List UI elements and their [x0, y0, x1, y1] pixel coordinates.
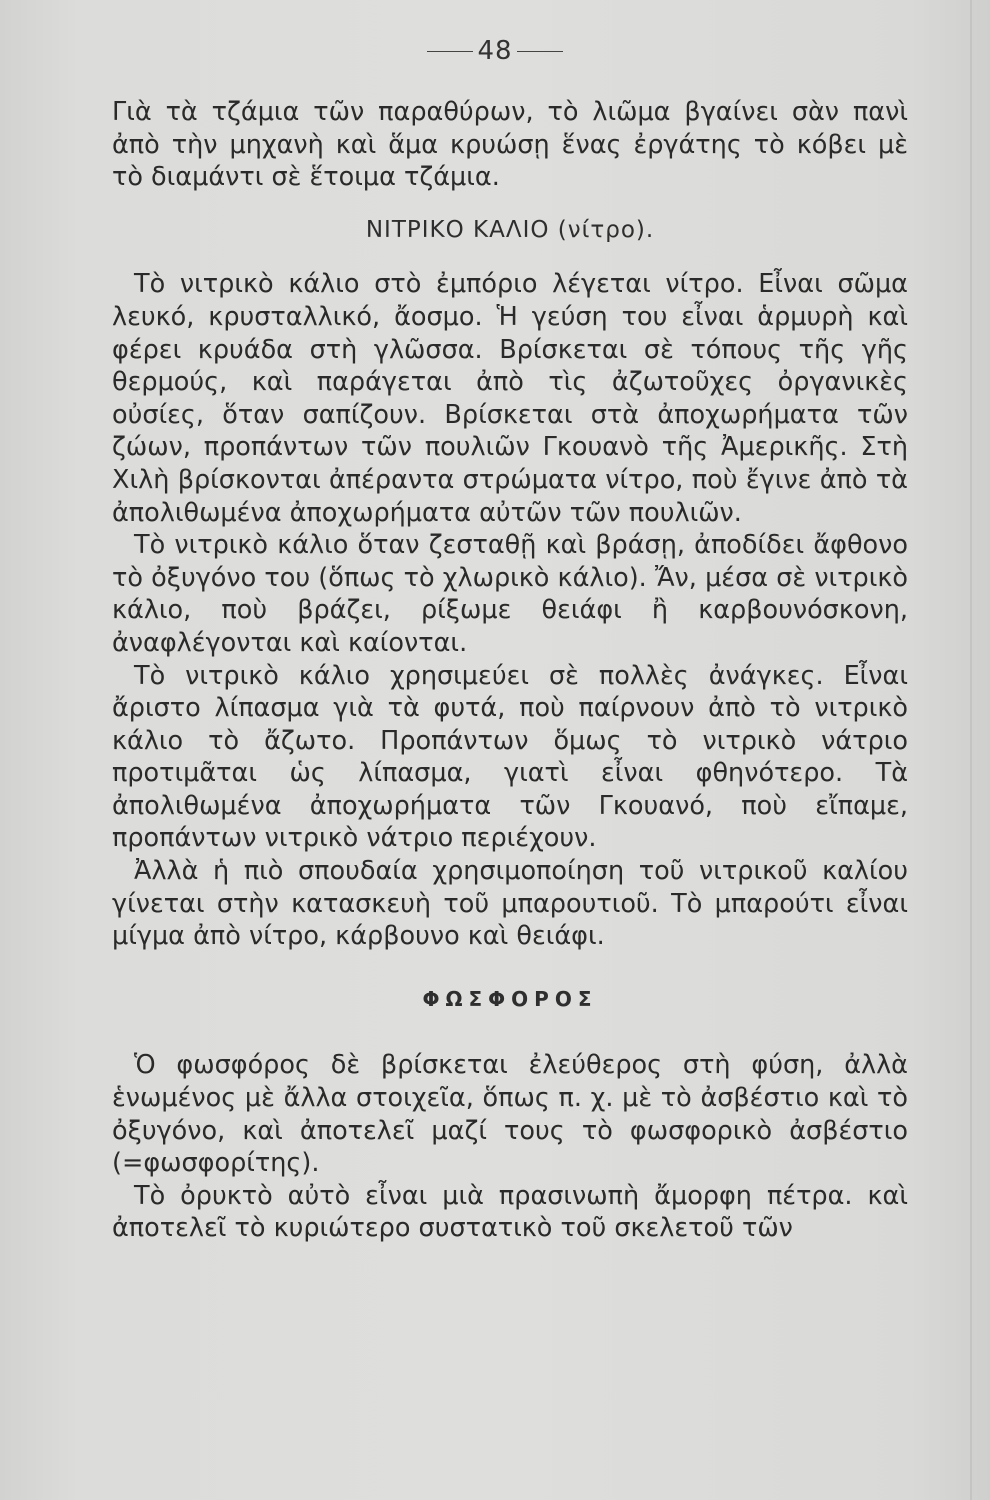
nitriko-paragraph-1: Τὸ νιτρικὸ κάλιο στὸ ἐμπόριο λέγεται νίτρο. Εἶναι σῶμα λευκό, κρυσταλλικό, ἄοσμο. Ἡ γεύση του εἶναι ἁρμυρὴ καὶ φέρει κρυάδα στὴ γλῶσσα. Βρίσκεται σὲ τόπους τῆς γῆς θερμούς, καὶ παράγεται ἀπὸ τὶς ἀζωτοῦχες ὀργανικὲς οὐσίες, ὅταν σαπίζουν. Βρίσκεται στὰ ἀποχωρήματα τῶν ζώων, προπάντων τῶν πουλιῶν Γκουανὸ τῆς Ἀμερικῆς. Στὴ Χιλὴ βρίσκονται ἀπέραντα στρώματα νίτρο, ποὺ ἔγινε ἀπὸ τὰ ἀπολιθωμένα ἀποχωρήματα αὐτῶν τῶν πουλιῶν. — [112, 269, 908, 528]
nitriko-paragraph-3: Τὸ νιτρικὸ κάλιο χρησιμεύει σὲ πολλὲς ἀνάγκες. Εἶναι ἄριστο λίπασμα γιὰ τὰ φυτά, ποὺ παίρνουν ἀπὸ τὸ νιτρικὸ κάλιο τὸ ἄζωτο. Προπάντων ὅμως τὸ νιτρικὸ νάτριο προτιμᾶται ὡς λίπασμα, γιατὶ εἶναι φθηνότερο. Τὰ ἀπολιθωμένα ἀποχωρήματα τῶν Γκουανό, ποὺ εἴπαμε, προπάντων νιτρικὸ νάτριο περιέχουν. — [112, 660, 908, 854]
fosforos-paragraph-1: Ὁ φωσφόρος δὲ βρίσκεται ἐλεύθερος στὴ φύση, ἀλλὰ ἑνωμένος μὲ ἄλλα στοιχεῖα, ὅπως π. χ. μὲ τὸ ἀσβέστιο καὶ τὸ ὀξυγόνο, καὶ ἀποτελεῖ μαζί τους τὸ φωσφορικὸ ἀσβέστιο (=φωσφορίτης). — [112, 1050, 908, 1179]
section-heading-nitriko-kalio: ΝΙΤΡΙΚΟ ΚΑΛΙΟ (νίτρο). — [365, 216, 655, 243]
nitriko-paragraph-4: Ἀλλὰ ἡ πιὸ σπουδαία χρησιμοποίηση τοῦ νιτρικοῦ καλίου γίνεται στὴν κατασκευὴ τοῦ μπαρουτιοῦ. Τὸ μπαρούτι εἶναι μίγμα ἀπὸ νίτρο, κάρβουνο καὶ θειάφι. — [112, 856, 908, 952]
page-number — [0, 36, 990, 66]
nitriko-paragraph-2: Τὸ νιτρικὸ κάλιο ὅταν ζεσταθῇ καὶ βράσῃ, ἀποδίδει ἄφθονο τὸ ὀξυγόνο του (ὅπως τὸ χλωρικὸ κάλιο). Ἄν, μέσα σὲ νιτρικὸ κάλιο, ποὺ βράζει, ρίξωμε θειάφι ἢ καρβουνόσκονη, ἀναφλέγονται καὶ καίονται. — [112, 530, 908, 658]
fosforos-paragraph-2: Τὸ ὀρυκτὸ αὐτὸ εἶναι μιὰ πρασινωπὴ ἄμορφη πέτρα. καὶ ἀποτελεῖ τὸ κυριώτερο συστατικὸ τοῦ σκελετοῦ τῶν — [112, 1180, 908, 1244]
page-number-value: 48 — [477, 36, 513, 66]
page-number-dash-left — [427, 51, 473, 52]
page-edge-shadow — [970, 0, 972, 1500]
intro-paragraph: Γιὰ τὰ τζάμια τῶν παραθύρων, τὸ λιῶμα βγαίνει σὰν πανὶ ἀπὸ τὴν μηχανὴ καὶ ἅμα κρυώσῃ ἕνας ἐργάτης τὸ κόβει μὲ τὸ διαμάντι σὲ ἕτοιμα τζάμια. — [112, 97, 908, 193]
section-heading-fosforos: ΦΩΣΦΟΡΟΣ — [422, 986, 598, 1011]
page-body — [112, 96, 908, 1245]
page-number-dash-right — [517, 51, 563, 52]
